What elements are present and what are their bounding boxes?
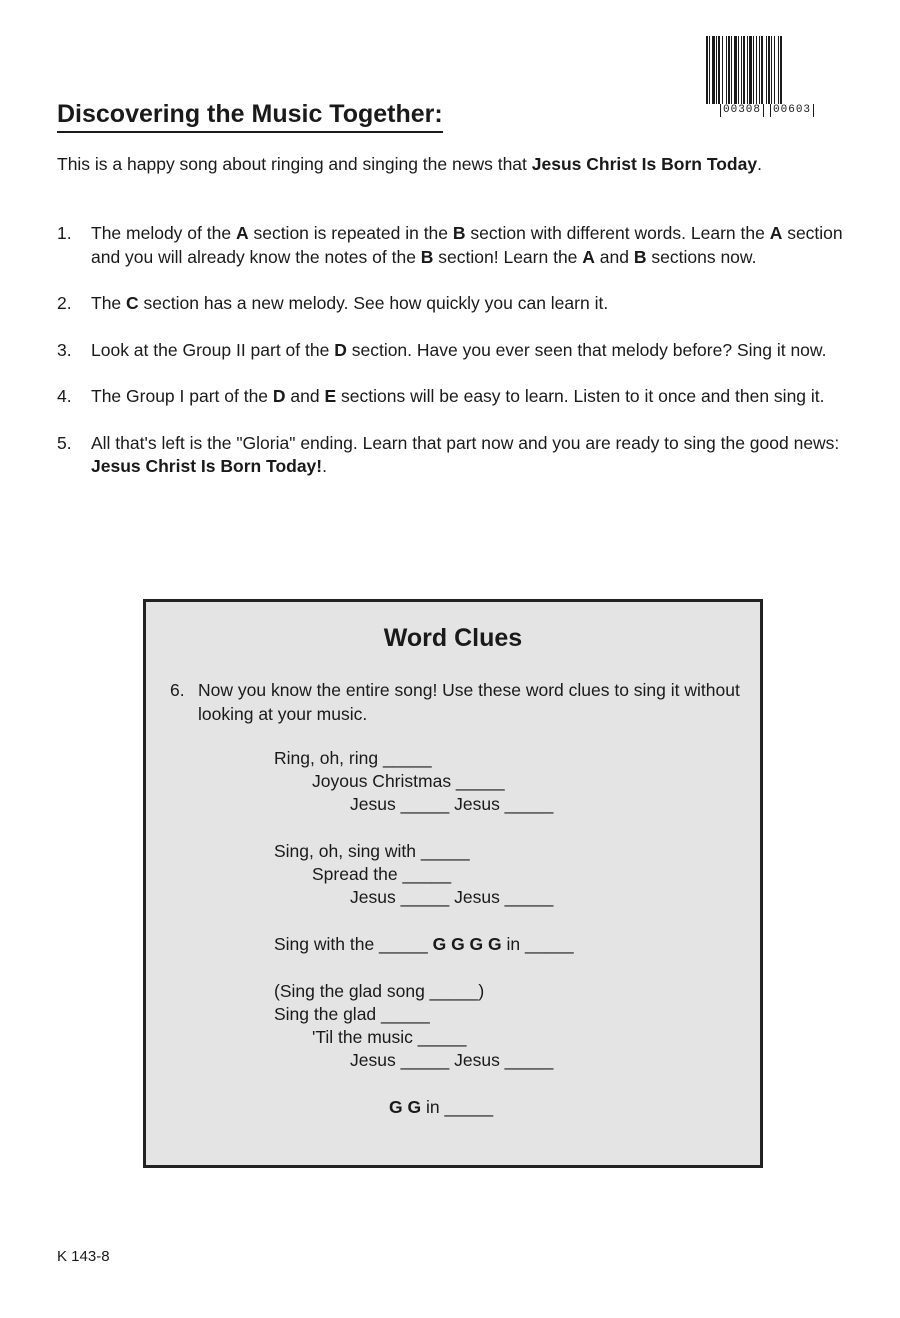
clue-line: Spread the _____ [312, 864, 452, 884]
clue-line: (Sing the glad song _____) [274, 981, 485, 1001]
barcode-numbers [706, 104, 858, 117]
barcode-bar [782, 36, 783, 104]
clue-line: G G in _____ [389, 1097, 494, 1117]
clue-line: Sing, oh, sing with _____ [274, 841, 470, 861]
list-item: 2. The C section has a new melody. See how quickly you can learn it. [57, 293, 609, 313]
footer-code: K 143-8 [57, 1248, 110, 1265]
list-item: 5. All that's left is the "Gloria" ending. Learn that part now and you are ready to sing the good news: Jesus Christ Is Born Today!. [57, 432, 840, 476]
list-item: 1. The melody of the A section is repeated in the B section with different words. Learn the A section and you will already know the notes of the B section! Learn the A and B sections now. [57, 223, 843, 267]
steps-list [57, 222, 847, 479]
barcode-right-digits: 00603 [770, 104, 814, 117]
word-clues-box [143, 599, 763, 1168]
barcode-bars [706, 36, 856, 104]
barcode-left-digits: 00308 [720, 104, 764, 117]
clue-line: Ring, oh, ring _____ [274, 748, 432, 768]
clue-line: Joyous Christmas _____ [312, 771, 505, 791]
clue-line: Sing the glad _____ [274, 1004, 430, 1024]
clue-line: Jesus _____ Jesus _____ [350, 887, 554, 907]
list-item: 3. Look at the Group II part of the D section. Have you ever seen that melody before? Sing it now. [57, 339, 827, 360]
page-title: Discovering the Music Together: [57, 99, 443, 133]
word-clues-instruction: 6. Now you know the entire song! Use these word clues to sing it without looking at your music. [170, 680, 740, 724]
clue-line: Jesus _____ Jesus _____ [350, 794, 554, 814]
list-item: 4. The Group I part of the D and E sections will be easy to learn. Listen to it once and then sing it. [57, 386, 825, 406]
clue-line: Sing with the _____ G G G G in _____ [274, 934, 574, 954]
clue-line: 'Til the music _____ [312, 1027, 467, 1047]
intro-paragraph: This is a happy song about ringing and singing the news that Jesus Christ Is Born Today. [57, 154, 762, 174]
barcode [706, 36, 858, 118]
clue-line: Jesus _____ Jesus _____ [350, 1050, 554, 1070]
word-clues-title: Word Clues [383, 624, 523, 652]
